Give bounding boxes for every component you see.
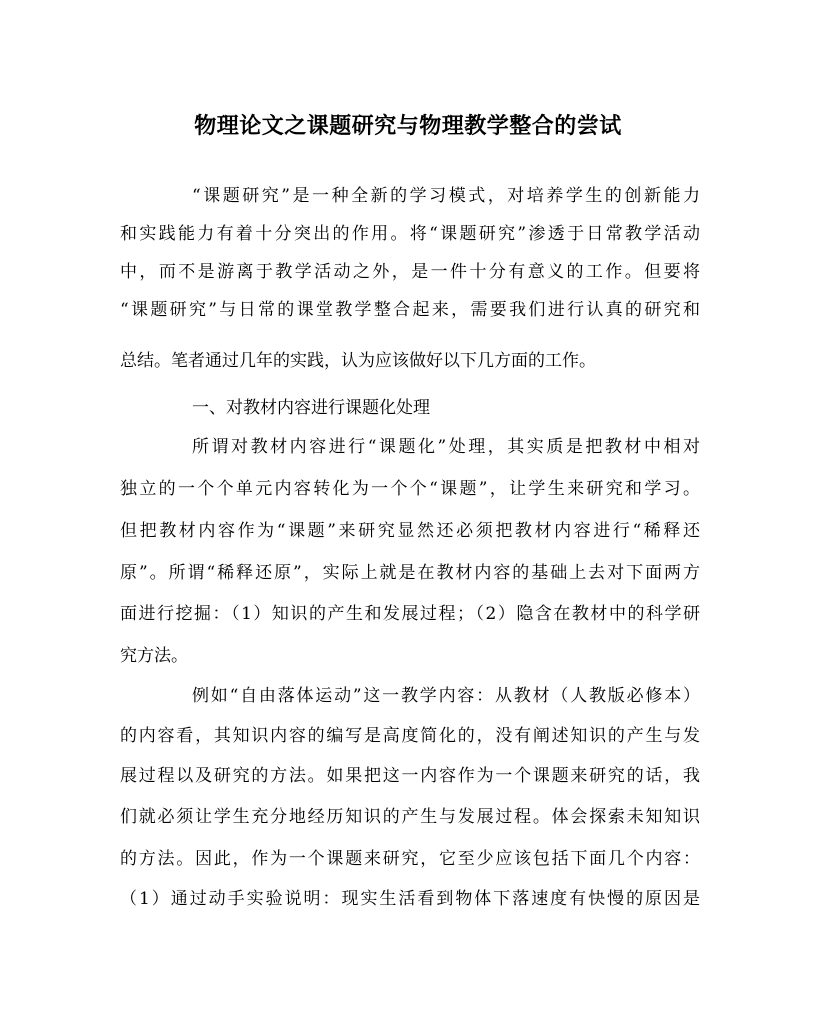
paragraph-line-13: 例如“自由落体运动”这一教学内容：从教材（人教版必修本） xyxy=(192,686,700,706)
paragraph-line-7: 所谓对教材内容进行“课题化”处理，其实质是把教材中相对 xyxy=(192,437,700,457)
paragraph-line-8: 独立的一个个单元内容转化为一个个“课题”，让学生来研究和学习。 xyxy=(120,479,700,499)
paragraph-line-12: 究方法。 xyxy=(120,646,188,666)
section-heading: 一、对教材内容进行课题化处理 xyxy=(192,398,430,418)
paragraph-line-18: （1）通过动手实验说明：现实生活看到物体下落速度有快慢的原因是 xyxy=(120,889,700,909)
paragraph-line-14: 的内容看，其知识内容的编写是高度简化的，没有阐述知识的产生与发 xyxy=(120,726,700,746)
paragraph-line-4: “课题研究”与日常的课堂教学整合起来，需要我们进行认真的研究和 xyxy=(120,300,700,320)
paragraph-line-1: “课题研究”是一种全新的学习模式，对培养学生的创新能力 xyxy=(192,186,700,206)
paragraph-line-17: 的方法。因此，作为一个课题来研究，它至少应该包括下面几个内容： xyxy=(120,849,700,869)
paragraph-line-2: 和实践能力有着十分突出的作用。将“课题研究”渗透于日常教学活动 xyxy=(120,224,700,244)
paragraph-line-9: 但把教材内容作为“课题”来研究显然还必须把教材内容进行“稀释还 xyxy=(120,521,700,541)
paragraph-line-10: 原”。所谓“稀释还原”，实际上就是在教材内容的基础上去对下面两方 xyxy=(120,563,700,583)
paragraph-line-5: 总结。笔者通过几年的实践，认为应该做好以下几方面的工作。 xyxy=(120,351,596,371)
paragraph-line-11: 面进行挖掘：（1）知识的产生和发展过程；（2）隐含在教材中的科学研 xyxy=(120,604,700,624)
paragraph-line-16: 们就必须让学生充分地经历知识的产生与发展过程。体会探索未知知识 xyxy=(120,807,700,827)
document-title: 物理论文之课题研究与物理教学整合的尝试 xyxy=(194,113,622,139)
paragraph-line-3: 中，而不是游离于教学活动之外，是一件十分有意义的工作。但要将 xyxy=(120,262,700,282)
paragraph-line-15: 展过程以及研究的方法。如果把这一内容作为一个课题来研究的话，我 xyxy=(120,766,700,786)
